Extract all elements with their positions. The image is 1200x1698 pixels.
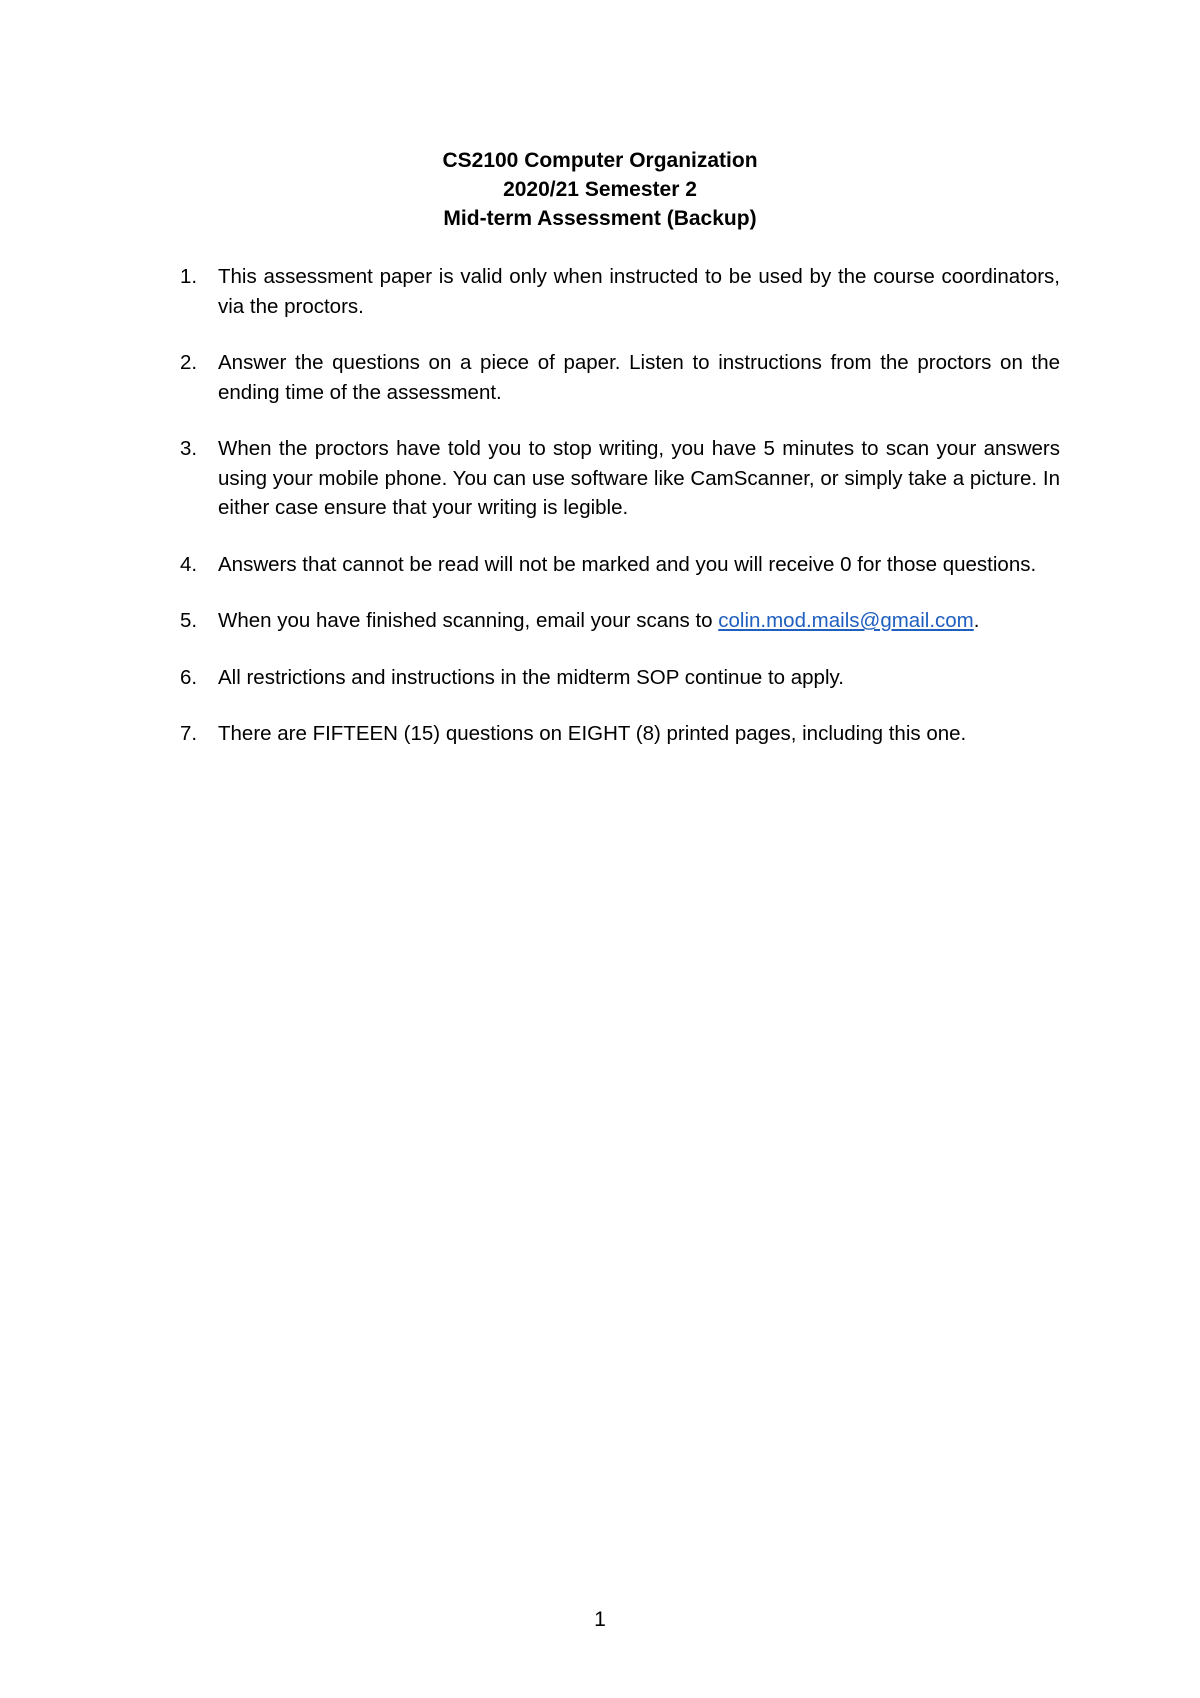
document-header: [0, 146, 1200, 233]
course-title: CS2100 Computer Organization: [442, 149, 758, 172]
instruction-item: [180, 550, 1060, 580]
email-link[interactable]: colin.mod.mails@gmail.com: [718, 609, 974, 632]
instruction-number: 6.: [180, 665, 198, 689]
instruction-text: When the proctors have told you to stop writing, you have 5 minutes to scan your answers using your mobile phone. You can use software like CamScanner, or simply take a picture. In either case ensure that your writing is legible.: [218, 437, 1060, 519]
semester-label: 2020/21 Semester 2: [503, 178, 697, 201]
instruction-text: There are FIFTEEN (15) questions on EIGHT (8) printed pages, including this one.: [218, 722, 967, 745]
instruction-item: [180, 434, 1060, 523]
instruction-item: [180, 719, 1060, 749]
instruction-number: 1.: [180, 265, 198, 288]
instruction-text: Answer the questions on a piece of paper. Listen to instructions from the proctors on the ending time of the assessment.: [218, 351, 1060, 404]
page-number: 1: [594, 1608, 606, 1631]
instruction-number: 7.: [180, 722, 198, 745]
instruction-text-before-link: When you have finished scanning, email your scans to: [218, 609, 719, 632]
instruction-text: This assessment paper is valid only when instructed to be used by the course coordinators, via the proctors.: [218, 265, 1060, 318]
instruction-item: [180, 663, 1060, 693]
instruction-text-after-link: .: [973, 609, 980, 632]
instruction-item: [180, 262, 1060, 321]
instruction-number: 2.: [180, 351, 198, 374]
instruction-text: Answers that cannot be read will not be marked and you will receive 0 for those questions.: [218, 552, 1037, 576]
instruction-item: [180, 348, 1060, 407]
assessment-title: Mid-term Assessment (Backup): [443, 207, 757, 230]
instruction-number: 4.: [180, 552, 198, 576]
instruction-list: [180, 262, 1060, 776]
instruction-number: 3.: [180, 437, 198, 460]
instruction-text: [218, 609, 979, 632]
instruction-item: [180, 606, 1060, 636]
instruction-number: 5.: [180, 609, 198, 632]
instruction-text: All restrictions and instructions in the midterm SOP continue to apply.: [218, 665, 844, 689]
